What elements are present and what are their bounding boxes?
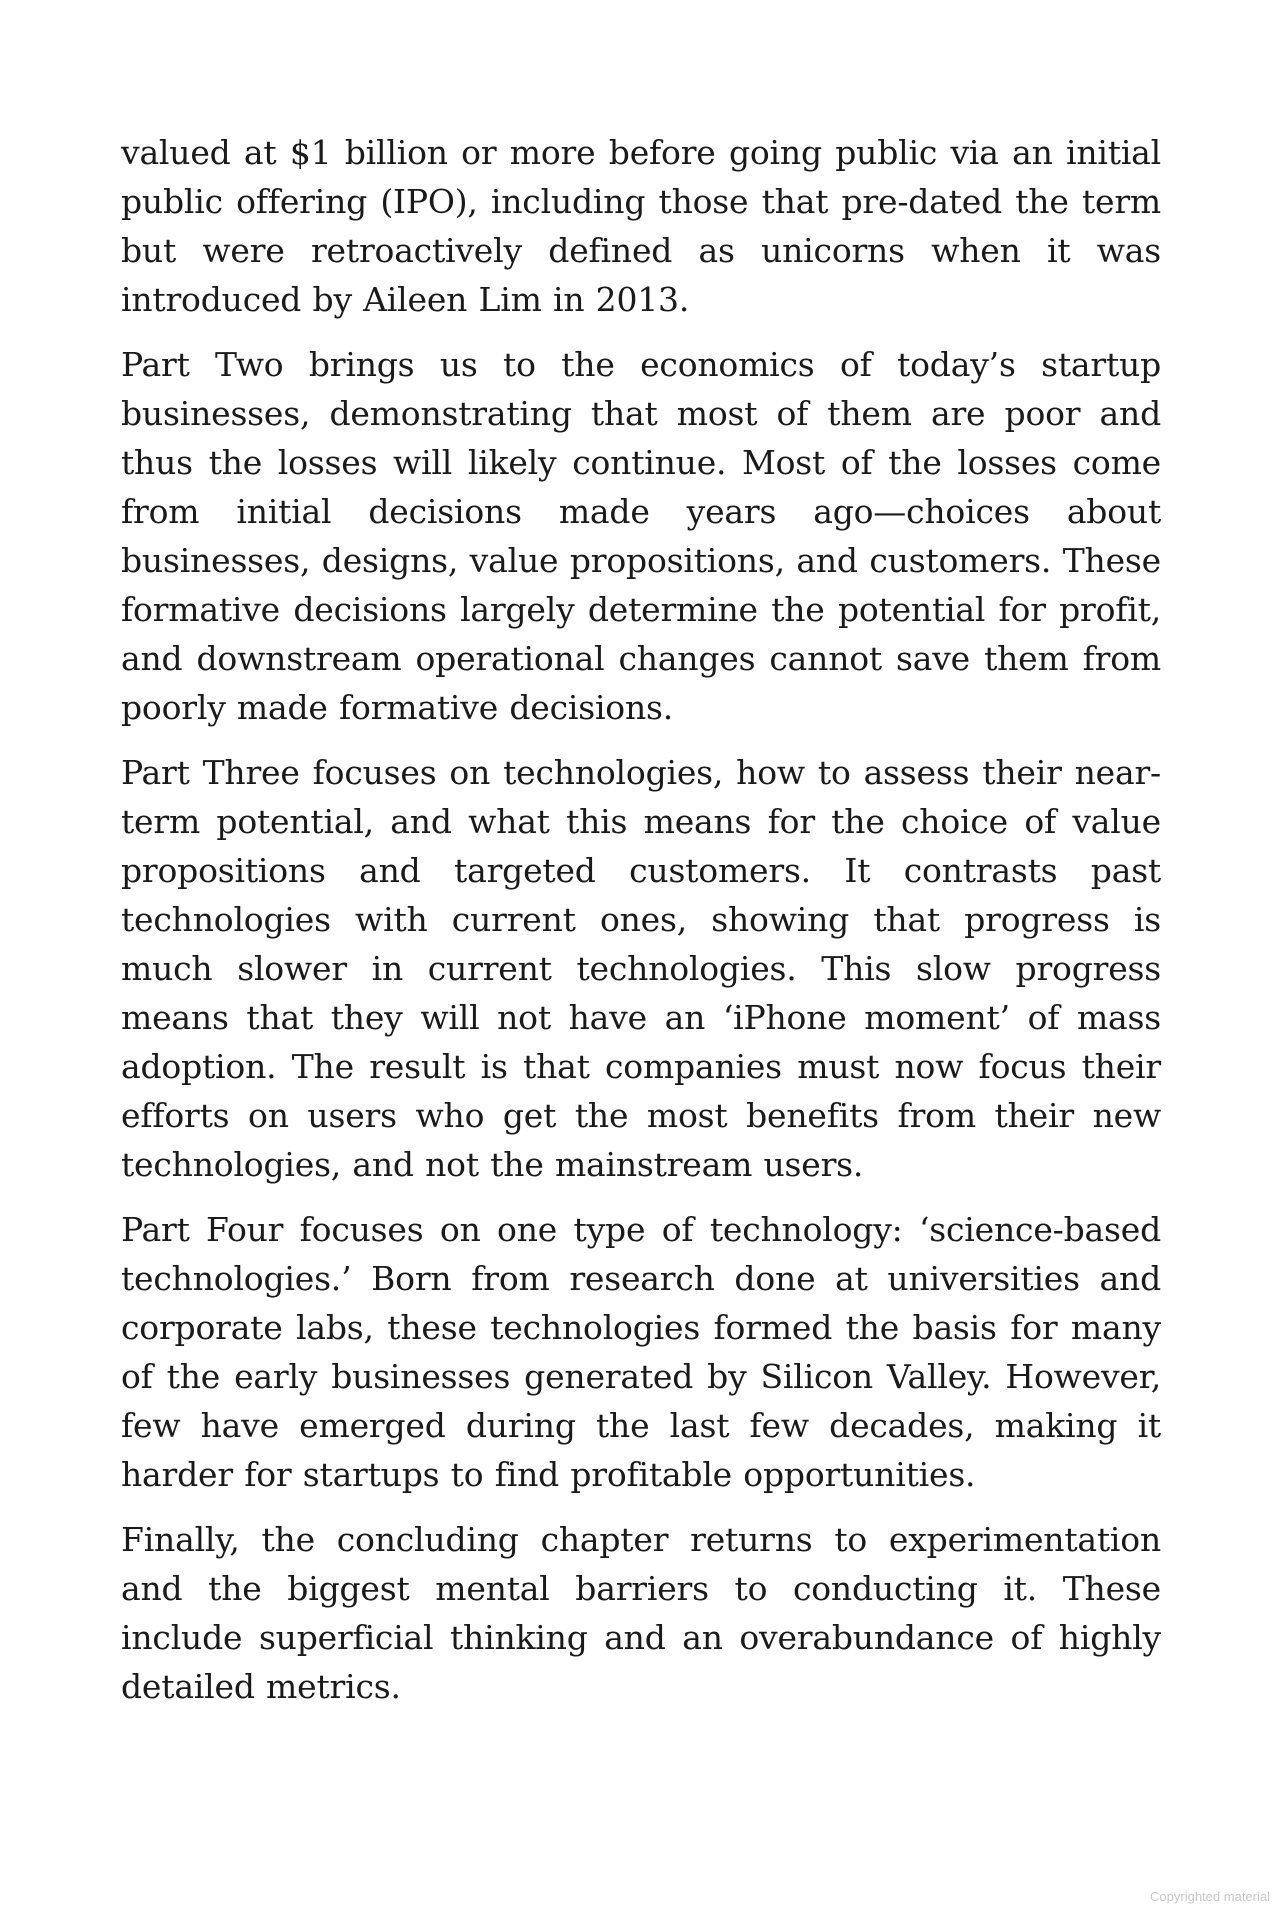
copyright-watermark: Copyrighted material — [1150, 1889, 1270, 1904]
paragraph-conclusion: Finally, the concluding chapter returns to experimentation and the biggest mental barriers to conducting it. These include superficial thinking and an overabundance of highly detailed metrics. — [121, 1520, 1161, 1706]
paragraph-unicorn-definition: valued at $1 billion or more before going public via an initial public offering (IPO), including those that pre-dated the term but were retroactively defined as unicorns when it was introduced by Aileen Lim in 2013. — [121, 133, 1161, 319]
paragraph-part-two: Part Two brings us to the economics of today’s startup businesses, demonstrating that most of them are poor and thus the losses will likely continue. Most of the losses come from initial decisions made years ago—choices about businesses, designs, value propositions, and customers. These formative decisions largely determine the potential for profit, and downstream operational changes cannot save them from poorly made formative decisions. — [121, 345, 1161, 727]
book-page-body — [121, 128, 1161, 1727]
paragraph-part-three: Part Three focuses on technologies, how to assess their near-term potential, and what this means for the choice of value propositions and targeted customers. It contrasts past technologies with current ones, showing that progress is much slower in current technologies. This slow progress means that they will not have an ‘iPhone moment’ of mass adoption. The result is that companies must now focus their efforts on users who get the most benefits from their new technologies, and not the mainstream users. — [121, 753, 1161, 1184]
paragraph-part-four: Part Four focuses on one type of technology: ‘science-based technologies.’ Born from research done at universities and corporate labs, these technologies formed the basis for many of the early businesses generated by Silicon Valley. However, few have emerged during the last few decades, making it harder for startups to find profitable opportunities. — [121, 1210, 1161, 1494]
